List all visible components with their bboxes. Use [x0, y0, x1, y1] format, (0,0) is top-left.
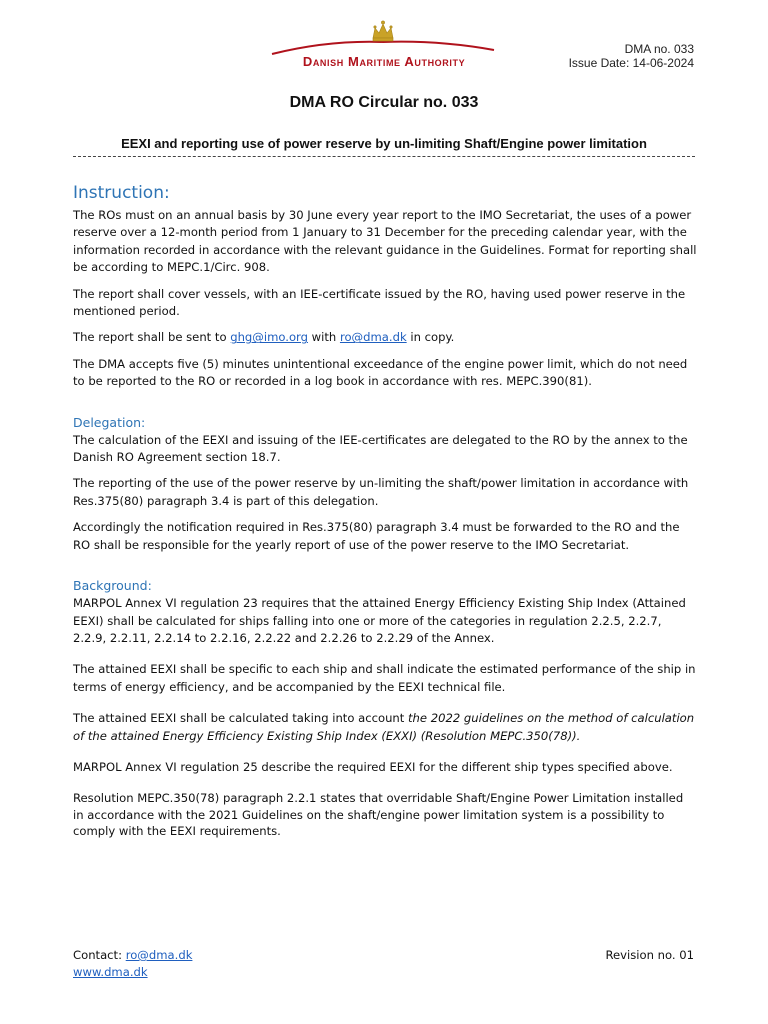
- instruction-paragraph-3: [73, 329, 697, 346]
- instruction-paragraph-2: The report shall cover vessels, with an IEE-certificate issued by the RO, having used power reserve in the mentioned period.: [73, 286, 686, 319]
- delegation-paragraph-1: The calculation of the EEXI and issuing of the IEE-certificates are delegated to the RO by the annex to the Danish RO Agreement section 18.7.: [73, 432, 688, 465]
- contact-label: Contact:: [73, 948, 126, 962]
- contact-line: [73, 947, 192, 964]
- revision-number: Revision no. 01: [605, 948, 694, 962]
- text-segment: in copy.: [406, 330, 455, 345]
- instruction-paragraph-1: The ROs must on an annual basis by 30 June every year report to the IMO Secretariat, the uses of a power reserve over a 12-month period from 1 January to 31 December for the preceding calendar year, with the information recorded in accordance with the relevant guidance in the Guidelines. Format for reporting shall be according to MEPC.1/Circ. 908.: [73, 208, 697, 275]
- delegation-paragraph-3: Accordingly the notification required in Res.375(80) paragraph 3.4 must be forwarded to the RO and the RO shall be responsible for the yearly report of use of the power reserve to the IMO Secretariat.: [73, 520, 680, 552]
- dma-email-link[interactable]: ro@dma.dk: [339, 330, 407, 345]
- imo-email-link[interactable]: ghg@imo.org: [230, 330, 308, 345]
- text-segment: The report shall be sent to: [73, 330, 231, 345]
- background-paragraph-2: The attained EEXI shall be specific to each ship and shall indicate the estimated performance of the ship in terms of energy efficiency, and be accompanied by the EEXI technical file.: [73, 662, 696, 694]
- instruction-heading: Instruction:: [73, 183, 170, 203]
- contact-email-link[interactable]: ro@dma.dk: [125, 948, 193, 962]
- text-segment: The attained EEXI shall be calculated taking into account: [73, 711, 409, 726]
- dashed-divider: [73, 156, 695, 157]
- website-link[interactable]: www.dma.dk: [73, 965, 148, 979]
- website-line: [73, 964, 192, 981]
- text-segment: with: [307, 330, 340, 345]
- doc-meta: [569, 42, 694, 70]
- dma-logo: [268, 18, 498, 74]
- org-name: Danish Maritime Authority: [302, 54, 466, 69]
- delegation-paragraph-2: The reporting of the use of the power reserve by un-limiting the shaft/power limitation in accordance with Res.375(80) paragraph 3.4 is part of this delegation.: [73, 476, 689, 508]
- guidelines-citation: the 2022 guidelines on the method of calculation of the attained Energy Efficiency Existing Ship Index (EXXI) (Resolution MEPC.350(78)).: [73, 711, 695, 743]
- background-heading: Background:: [73, 578, 152, 594]
- background-paragraph-1: MARPOL Annex VI regulation 23 requires that the attained Energy Efficiency Existing Ship Index (Attained EEXI) shall be calculated for ships falling into one or more of the categories in regulation 2.2.5, 2.2.7, 2.2.9, 2.2.11, 2.2.14 to 2.2.16, 2.2.22 and 2.2.26 to 2.2.29 of the Annex.: [73, 596, 686, 645]
- footer-contact: [73, 947, 192, 981]
- document-body: [73, 181, 697, 849]
- background-paragraph-3: [73, 710, 697, 745]
- crown-emblem-icon: [268, 18, 498, 58]
- instruction-paragraph-4: The DMA accepts five (5) minutes unintentional exceedance of the engine power limit, which do not need to be reported to the RO or recorded in a log book in accordance with res. MEPC.390(81).: [73, 356, 688, 389]
- delegation-heading: Delegation:: [73, 414, 146, 430]
- page-subtitle: EEXI and reporting use of power reserve by un-limiting Shaft/Engine power limitation: [121, 136, 647, 151]
- background-paragraph-5: Resolution MEPC.350(78) paragraph 2.2.1 states that overridable Shaft/Engine Power Limitation installed in accordance with the 2021 Guidelines on the shaft/engine power limitation system is a possibility to comply with the EEXI requirements.: [73, 791, 684, 839]
- background-paragraph-4: MARPOL Annex VI regulation 25 describe the required EEXI for the different ship types specified above.: [73, 759, 673, 774]
- doc-number: DMA no. 033: [624, 42, 694, 56]
- page-title: DMA RO Circular no. 033: [289, 94, 479, 111]
- issue-date: Issue Date: 14-06-2024: [568, 56, 694, 70]
